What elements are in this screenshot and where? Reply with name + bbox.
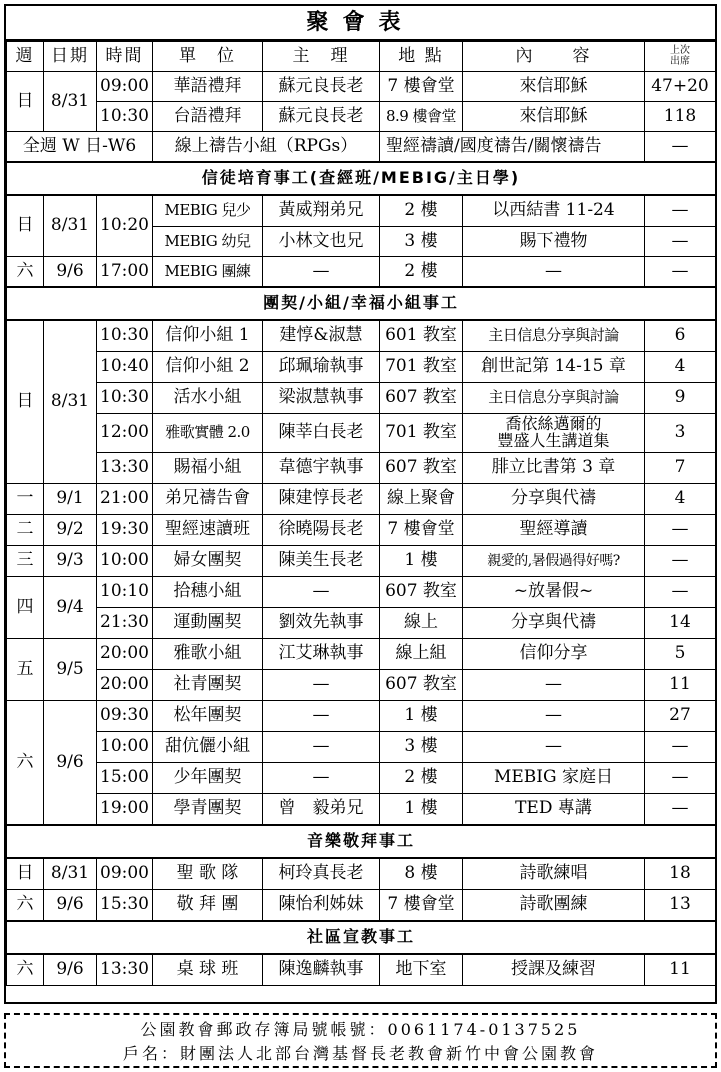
unit-cell: 雅歌小組 — [153, 639, 263, 670]
table-row — [7, 577, 716, 608]
unit-cell: 婦女團契 — [153, 546, 263, 577]
date-cell: 9/6 — [44, 701, 97, 826]
attend-cell: 27 — [645, 701, 716, 732]
unit-cell: 少年團契 — [153, 763, 263, 794]
table-row — [7, 954, 716, 986]
place-cell: 701 教室 — [380, 352, 463, 383]
leader-cell: 江艾琳執事 — [263, 639, 380, 670]
time-cell: 19:00 — [97, 794, 153, 826]
attend-cell: 18 — [645, 858, 716, 890]
day-cell: 日 — [7, 195, 44, 257]
unit-cell: 台語禮拜 — [153, 102, 263, 132]
table-row — [7, 732, 716, 763]
section-title-fellowship: 團契/小組/幸福小組事工 — [7, 287, 716, 320]
col-unit: 單 位 — [153, 42, 263, 72]
content-cell: — — [463, 732, 645, 763]
date-cell: 9/6 — [44, 257, 97, 288]
attend-cell: — — [645, 577, 716, 608]
leader-cell: 梁淑慧執事 — [263, 383, 380, 414]
time-cell: 09:00 — [97, 858, 153, 890]
time-cell: 13:30 — [97, 453, 153, 484]
day-cell: 六 — [7, 890, 44, 922]
leader-cell: 建惇&淑慧 — [263, 320, 380, 352]
time-cell: 10:40 — [97, 352, 153, 383]
attend-cell: — — [645, 195, 716, 227]
leader-cell: 曾 毅弟兄 — [263, 794, 380, 826]
meeting-schedule — [4, 4, 717, 1004]
unit-cell: 信仰小組 1 — [153, 320, 263, 352]
content-cell: 腓立比書第 3 章 — [463, 453, 645, 484]
unit-cell: 聖 歌 隊 — [153, 858, 263, 890]
time-cell: 10:00 — [97, 546, 153, 577]
unit-cell: 運動團契 — [153, 608, 263, 639]
table-row — [7, 195, 716, 227]
leader-cell: 陳逸麟執事 — [263, 954, 380, 986]
attend-cell: 3 — [645, 414, 716, 453]
leader-cell: 陳莘白長老 — [263, 414, 380, 453]
time-cell: 15:00 — [97, 763, 153, 794]
place-cell: 1 樓 — [380, 794, 463, 826]
attend-cell: 47+20 — [645, 72, 716, 102]
content-cell: MEBIG 家庭日 — [463, 763, 645, 794]
section-title-mission: 社區宣教事工 — [7, 921, 716, 954]
place-cell: 線上 — [380, 608, 463, 639]
attend-cell: 7 — [645, 453, 716, 484]
content-cell: 來信耶穌 — [463, 72, 645, 102]
date-cell: 8/31 — [44, 72, 97, 132]
col-attend: 上次 出席 — [645, 42, 716, 72]
col-leader: 主 理 — [263, 42, 380, 72]
time-cell: 09:00 — [97, 72, 153, 102]
unit-cell: 聖經速讀班 — [153, 515, 263, 546]
day-cell: 六 — [7, 257, 44, 288]
day-cell: 四 — [7, 577, 44, 639]
table-row — [7, 608, 716, 639]
attend-cell: 11 — [645, 670, 716, 701]
content-cell: TED 專講 — [463, 794, 645, 826]
account-name-line: 戶名：財團法人北部台灣基督長老教會新竹中會公園教會 — [122, 1044, 598, 1063]
bank-account-footer — [4, 1013, 717, 1068]
place-cell: 2 樓 — [380, 763, 463, 794]
time-cell: 09:30 — [97, 701, 153, 732]
table-row — [7, 257, 716, 288]
table-row — [7, 72, 716, 102]
date-cell: 9/6 — [44, 954, 97, 986]
content-cell: 聖經禱讀/國度禱告/關懷禱告 — [380, 132, 645, 163]
unit-cell: MEBIG 兒少 — [153, 195, 263, 227]
table-row — [7, 858, 716, 890]
place-cell: 607 教室 — [380, 453, 463, 484]
time-cell: 10:20 — [97, 195, 153, 257]
attend-cell: — — [645, 257, 716, 288]
unit-cell: 活水小組 — [153, 383, 263, 414]
unit-cell: 桌 球 班 — [153, 954, 263, 986]
page-title: 聚會表 — [6, 6, 715, 41]
content-cell: ~放暑假~ — [463, 577, 645, 608]
place-cell: 7 樓會堂 — [380, 890, 463, 922]
leader-cell: — — [263, 670, 380, 701]
leader-cell: 蘇元良長老 — [263, 72, 380, 102]
attend-cell: — — [645, 794, 716, 826]
leader-cell: 黃威翔弟兄 — [263, 195, 380, 227]
leader-cell: 陳怡利姊妹 — [263, 890, 380, 922]
table-row — [7, 546, 716, 577]
table-row — [7, 132, 716, 163]
leader-cell: — — [263, 763, 380, 794]
table-row — [7, 102, 716, 132]
place-cell: 3 樓 — [380, 227, 463, 257]
time-cell: 10:30 — [97, 320, 153, 352]
place-cell: 線上組 — [380, 639, 463, 670]
unit-cell: 華語禮拜 — [153, 72, 263, 102]
place-cell: 607 教室 — [380, 670, 463, 701]
time-cell: 17:00 — [97, 257, 153, 288]
col-date: 日期 — [44, 42, 97, 72]
attend-cell: — — [645, 763, 716, 794]
table-row — [7, 763, 716, 794]
leader-cell: 陳建惇長老 — [263, 484, 380, 515]
place-cell: 701 教室 — [380, 414, 463, 453]
unit-cell: 學青團契 — [153, 794, 263, 826]
unit-cell: 弟兄禱告會 — [153, 484, 263, 515]
place-cell: 607 教室 — [380, 577, 463, 608]
attend-cell: 14 — [645, 608, 716, 639]
place-cell: 1 樓 — [380, 546, 463, 577]
place-cell: 601 教室 — [380, 320, 463, 352]
place-cell: 1 樓 — [380, 701, 463, 732]
leader-cell: 韋德宇執事 — [263, 453, 380, 484]
time-cell: 20:00 — [97, 639, 153, 670]
place-cell: 8 樓 — [380, 858, 463, 890]
attend-cell: 13 — [645, 890, 716, 922]
time-cell: 21:30 — [97, 608, 153, 639]
attend-cell: 9 — [645, 383, 716, 414]
week-range-cell: 全週 W 日-W6 — [7, 132, 153, 163]
attend-cell: — — [645, 227, 716, 257]
date-cell: 8/31 — [44, 320, 97, 484]
time-cell: 10:00 — [97, 732, 153, 763]
unit-cell: 松年團契 — [153, 701, 263, 732]
table-row — [7, 515, 716, 546]
date-cell: 9/3 — [44, 546, 97, 577]
content-cell: 分享與代禱 — [463, 608, 645, 639]
leader-cell: 小林文也兄 — [263, 227, 380, 257]
content-cell: 主日信息分享與討論 — [463, 320, 645, 352]
unit-cell: MEBIG 團練 — [153, 257, 263, 288]
header-row — [7, 42, 716, 72]
col-content: 內 容 — [463, 42, 645, 72]
time-cell: 10:30 — [97, 383, 153, 414]
unit-cell: 敬 拜 團 — [153, 890, 263, 922]
attend-cell: 4 — [645, 352, 716, 383]
content-cell: 喬依絲邁爾的 豐盛人生講道集 — [463, 414, 645, 453]
time-cell: 10:10 — [97, 577, 153, 608]
attend-cell: — — [645, 546, 716, 577]
attend-cell: — — [645, 132, 716, 163]
place-cell: 7 樓會堂 — [380, 72, 463, 102]
table-row — [7, 639, 716, 670]
content-cell: — — [463, 670, 645, 701]
date-cell: 9/4 — [44, 577, 97, 639]
day-cell: 三 — [7, 546, 44, 577]
table-row — [7, 352, 716, 383]
unit-cell: 賜福小組 — [153, 453, 263, 484]
content-cell: 創世記第 14-15 章 — [463, 352, 645, 383]
leader-cell: 柯玲真長老 — [263, 858, 380, 890]
time-cell: 19:30 — [97, 515, 153, 546]
time-cell: 20:00 — [97, 670, 153, 701]
content-cell: 授課及練習 — [463, 954, 645, 986]
place-cell: 2 樓 — [380, 257, 463, 288]
table-row — [7, 484, 716, 515]
content-cell: 信仰分享 — [463, 639, 645, 670]
leader-cell: — — [263, 577, 380, 608]
unit-cell: 社青團契 — [153, 670, 263, 701]
attend-cell: — — [645, 515, 716, 546]
place-cell: 7 樓會堂 — [380, 515, 463, 546]
content-cell: 親愛的,暑假過得好嗎? — [463, 546, 645, 577]
col-week: 週 — [7, 42, 44, 72]
day-cell: 六 — [7, 954, 44, 986]
table-row — [7, 453, 716, 484]
table-row — [7, 414, 716, 453]
day-cell: 日 — [7, 858, 44, 890]
leader-cell: 陳美生長老 — [263, 546, 380, 577]
col-time: 時間 — [97, 42, 153, 72]
place-cell: 607 教室 — [380, 383, 463, 414]
attend-cell: — — [645, 732, 716, 763]
account-number-line: 公園教會郵政存簿局號帳號：0061174-0137525 — [140, 1020, 581, 1039]
date-cell: 9/1 — [44, 484, 97, 515]
time-cell: 15:30 — [97, 890, 153, 922]
day-cell: 日 — [7, 320, 44, 484]
attend-cell: 6 — [645, 320, 716, 352]
schedule-table — [6, 41, 716, 986]
content-cell: 來信耶穌 — [463, 102, 645, 132]
table-row — [7, 701, 716, 732]
content-cell: 分享與代禱 — [463, 484, 645, 515]
date-cell: 8/31 — [44, 858, 97, 890]
place-cell: 3 樓 — [380, 732, 463, 763]
unit-cell: 甜伉儷小組 — [153, 732, 263, 763]
day-cell: 一 — [7, 484, 44, 515]
content-cell: — — [463, 701, 645, 732]
section-title-training: 信徒培育事工(查經班/MEBIG/主日學) — [7, 162, 716, 195]
content-cell: 主日信息分享與討論 — [463, 383, 645, 414]
time-cell: 10:30 — [97, 102, 153, 132]
attend-cell: 5 — [645, 639, 716, 670]
content-cell: 賜下禮物 — [463, 227, 645, 257]
table-row — [7, 383, 716, 414]
unit-cell: 雅歌實體 2.0 — [153, 414, 263, 453]
attend-cell: 11 — [645, 954, 716, 986]
attend-cell: 4 — [645, 484, 716, 515]
date-cell: 9/6 — [44, 890, 97, 922]
leader-cell: 劉效先執事 — [263, 608, 380, 639]
unit-cell: 信仰小組 2 — [153, 352, 263, 383]
leader-cell: — — [263, 701, 380, 732]
attend-cell: 118 — [645, 102, 716, 132]
content-cell: 以西結書 11-24 — [463, 195, 645, 227]
date-cell: 8/31 — [44, 195, 97, 257]
col-place: 地 點 — [380, 42, 463, 72]
day-cell: 六 — [7, 701, 44, 826]
place-cell: 8.9 樓會堂 — [380, 102, 463, 132]
section-title-music: 音樂敬拜事工 — [7, 825, 716, 858]
unit-cell: 線上禱告小組（RPGs） — [153, 132, 380, 163]
table-row — [7, 794, 716, 826]
place-cell: 2 樓 — [380, 195, 463, 227]
day-cell: 二 — [7, 515, 44, 546]
leader-cell: 徐曉陽長老 — [263, 515, 380, 546]
content-cell: 聖經導讀 — [463, 515, 645, 546]
unit-cell: MEBIG 幼兒 — [153, 227, 263, 257]
content-cell: — — [463, 257, 645, 288]
time-cell: 13:30 — [97, 954, 153, 986]
time-cell: 12:00 — [97, 414, 153, 453]
leader-cell: 蘇元良長老 — [263, 102, 380, 132]
table-row — [7, 320, 716, 352]
leader-cell: 邱珮瑜執事 — [263, 352, 380, 383]
place-cell: 線上聚會 — [380, 484, 463, 515]
unit-cell: 拾穗小組 — [153, 577, 263, 608]
day-cell: 日 — [7, 72, 44, 132]
table-row — [7, 890, 716, 922]
content-cell: 詩歌練唱 — [463, 858, 645, 890]
time-cell: 21:00 — [97, 484, 153, 515]
date-cell: 9/2 — [44, 515, 97, 546]
leader-cell: — — [263, 257, 380, 288]
date-cell: 9/5 — [44, 639, 97, 701]
place-cell: 地下室 — [380, 954, 463, 986]
day-cell: 五 — [7, 639, 44, 701]
leader-cell: — — [263, 732, 380, 763]
content-cell: 詩歌團練 — [463, 890, 645, 922]
table-row — [7, 670, 716, 701]
